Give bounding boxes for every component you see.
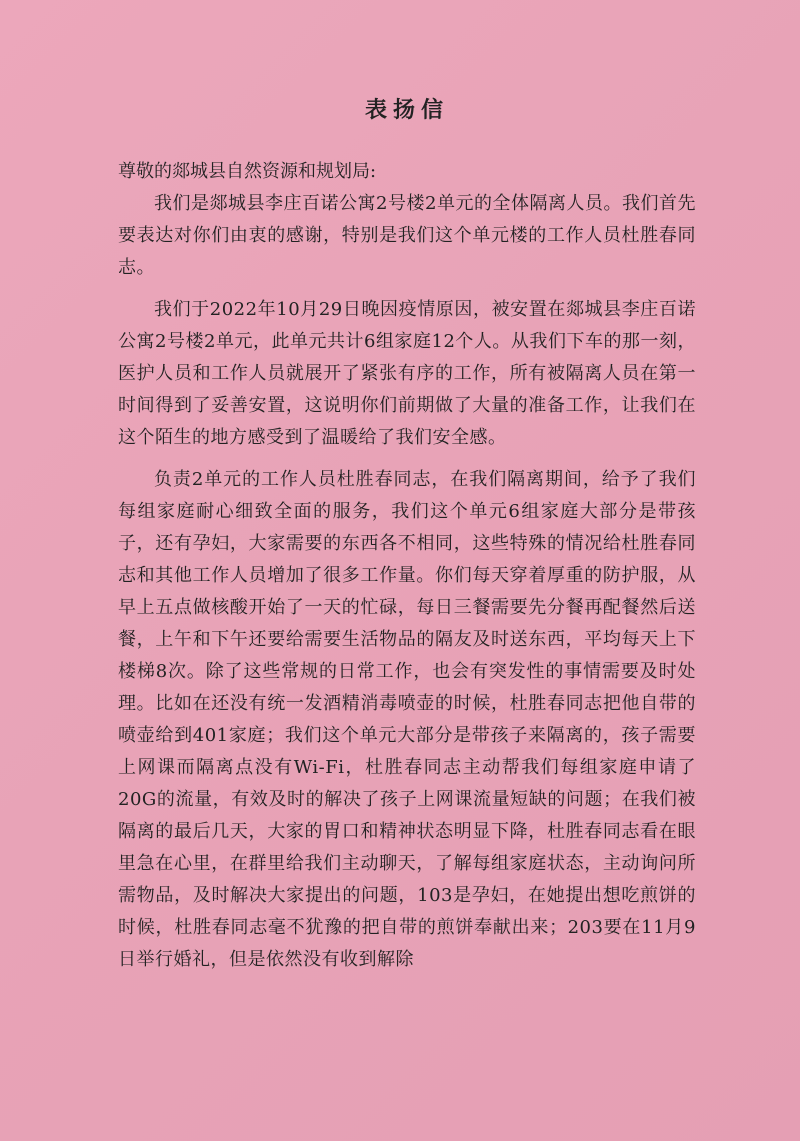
letter-body: [118, 92, 696, 976]
paragraph-3: 负责2单元的工作人员杜胜春同志，在我们隔离期间，给予了我们每组家庭耐心细致全面的服务，我们这个单元6组家庭大部分是带孩子，还有孕妇，大家需要的东西各不相同，这些特殊的情况给杜胜春同志和其他工作人员增加了很多工作量。你们每天穿着厚重的防护服，从早上五点做核酸开始了一天的忙碌，每日三餐需要先分餐再配餐然后送餐，上午和下午还要给需要生活物品的隔友及时送东西，平均每天上下楼梯8次。除了这些常规的日常工作，也会有突发性的事情需要及时处理。比如在还没有统一发酒精消毒喷壶的时候，杜胜春同志把他自带的喷壶给到401家庭；我们这个单元大部分是带孩子来隔离的，孩子需要上网课而隔离点没有Wi-Fi，杜胜春同志主动帮我们每组家庭申请了20G的流量，有效及时的解决了孩子上网课流量短缺的问题；在我们被隔离的最后几天，大家的胃口和精神状态明显下降，杜胜春同志看在眼里急在心里，在群里给我们主动聊天，了解每组家庭状态，主动询问所需物品，及时解决大家提出的问题，103是孕妇，在她提出想吃煎饼的时候，杜胜春同志毫不犹豫的把自带的煎饼奉献出来；203要在11月9日举行婚礼，但是依然没有收到解除: [118, 469, 696, 970]
letter-title: 表扬信: [364, 97, 449, 123]
paragraph-1: 我们是郯城县李庄百诺公寓2号楼2单元的全体隔离人员。我们首先要表达对你们由衷的感谢，特别是我们这个单元楼的工作人员杜胜春同志。: [118, 193, 696, 278]
salutation: 尊敬的郯城县自然资源和规划局:: [118, 161, 377, 182]
paragraph-2: 我们于2022年10月29日晚因疫情原因，被安置在郯城县李庄百诺公寓2号楼2单元，此单元共计6组家庭12个人。从我们下车的那一刻，医护人员和工作人员就展开了紧张有序的工作，所有被隔离人员在第一时间得到了妥善安置，这说明你们前期做了大量的准备工作，让我们在这个陌生的地方感受到了温暖给了我们安全感。: [118, 299, 696, 448]
